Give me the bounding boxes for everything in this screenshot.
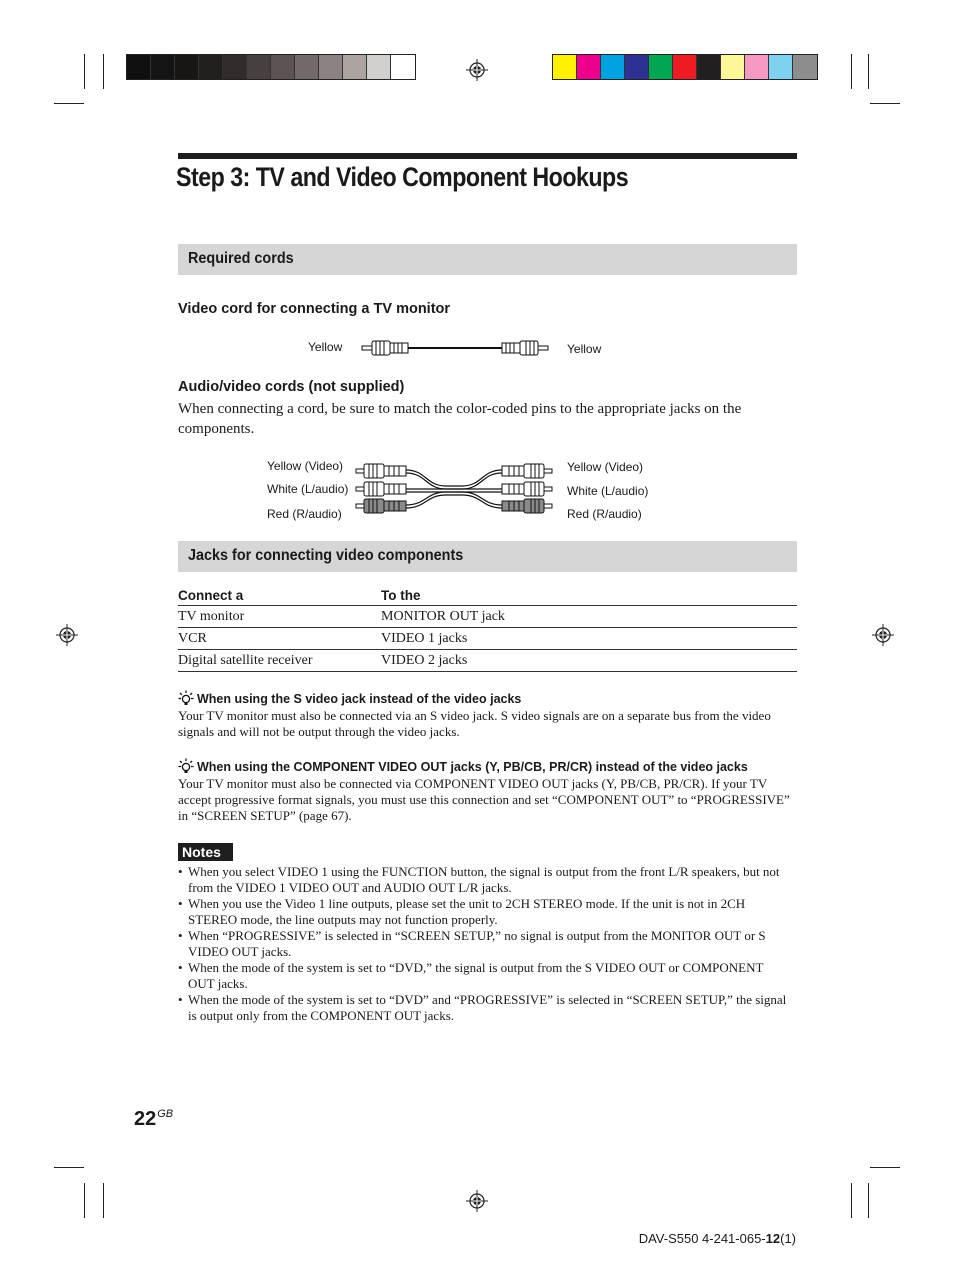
color-swatch <box>247 55 271 79</box>
tip-s-video <box>178 690 521 706</box>
video-cord-illustration <box>360 337 552 359</box>
color-swatch <box>625 55 649 79</box>
process-color-bar <box>552 54 818 80</box>
av-right-label-yellow: Yellow (Video) <box>567 460 644 474</box>
note-item: • When you use the Video 1 line outputs, please set the unit to 2CH STEREO mode. If the unit is not in 2CH STEREO mode, the line outputs may not function properly. <box>178 896 788 928</box>
registration-mark-top <box>466 59 488 81</box>
table-cell: Digital satellite receiver <box>178 650 381 672</box>
model-code-prefix: DAV-S550 4-241-065- <box>638 1231 766 1246</box>
video-cord-left-label: Yellow <box>308 340 343 354</box>
color-swatch <box>223 55 247 79</box>
table-row <box>178 628 797 650</box>
av-right-label-white: White (L/audio) <box>567 484 649 498</box>
av-cords-heading: Audio/video cords (not supplied) <box>178 379 405 395</box>
color-swatch <box>295 55 319 79</box>
table-header-row <box>178 587 797 606</box>
color-swatch <box>673 55 697 79</box>
color-swatch <box>319 55 343 79</box>
page-number-suffix: GB <box>157 1108 174 1120</box>
registration-mark-left <box>56 624 78 646</box>
column-header-to: To the <box>381 587 797 606</box>
registration-mark-bottom <box>466 1190 488 1212</box>
required-cords-heading: Required cords <box>188 250 294 267</box>
color-swatch <box>649 55 673 79</box>
video-cord-right-label: Yellow <box>567 342 602 356</box>
table-row <box>178 650 797 672</box>
color-swatch <box>793 55 817 79</box>
color-swatch <box>745 55 769 79</box>
table-cell: VIDEO 2 jacks <box>381 650 797 672</box>
color-swatch <box>151 55 175 79</box>
av-right-label-red: Red (R/audio) <box>567 507 642 521</box>
color-swatch <box>721 55 745 79</box>
note-item: • When “PROGRESSIVE” is selected in “SCREEN SETUP,” no signal is output from the MONITOR OUT or S VIDEO OUT jacks. <box>178 928 788 960</box>
lightbulb-icon <box>178 690 194 706</box>
table-cell: VCR <box>178 628 381 650</box>
notes-list <box>178 864 788 1024</box>
av-cords-description: When connecting a cord, be sure to match the color-coded pins to the appropriate jacks on the components. <box>178 401 742 437</box>
model-code-bold: 12 <box>765 1231 781 1246</box>
av-cords-illustration <box>354 461 554 517</box>
model-code-suffix: (1) <box>780 1231 796 1246</box>
table-row <box>178 606 797 628</box>
jacks-heading: Jacks for connecting video components <box>188 547 464 564</box>
table-cell: VIDEO 1 jacks <box>381 628 797 650</box>
color-swatch <box>127 55 151 79</box>
tip-component-video <box>178 758 748 774</box>
tip-heading: When using the S video jack instead of the video jacks <box>197 692 522 706</box>
title-rule <box>178 153 797 159</box>
tip-text: Your TV monitor must also be connected via COMPONENT VIDEO OUT jacks (Y, PB/CB, PR/CR). If your TV accept progressive format signals, you must use this connection and set “COMPONENT OUT” to “PROGRESSIVE” in “SCREEN SETUP” (page 67). <box>178 776 790 823</box>
note-item: • When you select VIDEO 1 using the FUNCTION button, the signal is output from the front L/R speakers, but not from the VIDEO 1 VIDEO OUT and AUDIO OUT L/R jacks. <box>178 864 788 896</box>
av-left-label-red: Red (R/audio) <box>267 507 342 521</box>
registration-mark-right <box>872 624 894 646</box>
lightbulb-icon <box>178 758 194 774</box>
notes-label: Notes <box>178 843 233 861</box>
column-header-connect: Connect a <box>178 587 381 606</box>
video-cord-heading: Video cord for connecting a TV monitor <box>178 301 451 317</box>
table-cell: MONITOR OUT jack <box>381 606 797 628</box>
note-item: • When the mode of the system is set to “DVD,” the signal is output from the S VIDEO OUT or COMPONENT OUT jacks. <box>178 960 788 992</box>
color-swatch <box>601 55 625 79</box>
page-number-value: 22 <box>134 1108 157 1130</box>
table-cell: TV monitor <box>178 606 381 628</box>
jacks-section-header <box>178 541 797 572</box>
required-cords-section-header <box>178 244 797 275</box>
av-left-label-yellow: Yellow (Video) <box>267 459 344 473</box>
color-swatch <box>697 55 721 79</box>
color-swatch <box>553 55 577 79</box>
tip-heading: When using the COMPONENT VIDEO OUT jacks (Y, PB/CB, PR/CR) instead of the video jacks <box>197 760 748 774</box>
page-number <box>134 1108 173 1131</box>
page-title: Step 3: TV and Video Component Hookups <box>176 162 629 192</box>
color-swatch <box>271 55 295 79</box>
model-code <box>639 1231 796 1246</box>
grayscale-color-bar <box>126 54 416 80</box>
note-item: • When the mode of the system is set to “DVD” and “PROGRESSIVE” is selected in “SCREEN SETUP,” the signal is output only from the COMPONENT OUT jacks. <box>178 992 788 1024</box>
av-left-label-white: White (L/audio) <box>267 482 349 496</box>
color-swatch <box>391 55 415 79</box>
color-swatch <box>769 55 793 79</box>
color-swatch <box>577 55 601 79</box>
color-swatch <box>367 55 391 79</box>
color-swatch <box>175 55 199 79</box>
color-swatch <box>343 55 367 79</box>
color-swatch <box>199 55 223 79</box>
tip-text: Your TV monitor must also be connected via an S video jack. S video signals are on a separate bus from the video signals and will not be output through the video jacks. <box>178 708 771 739</box>
jacks-table <box>178 587 797 672</box>
